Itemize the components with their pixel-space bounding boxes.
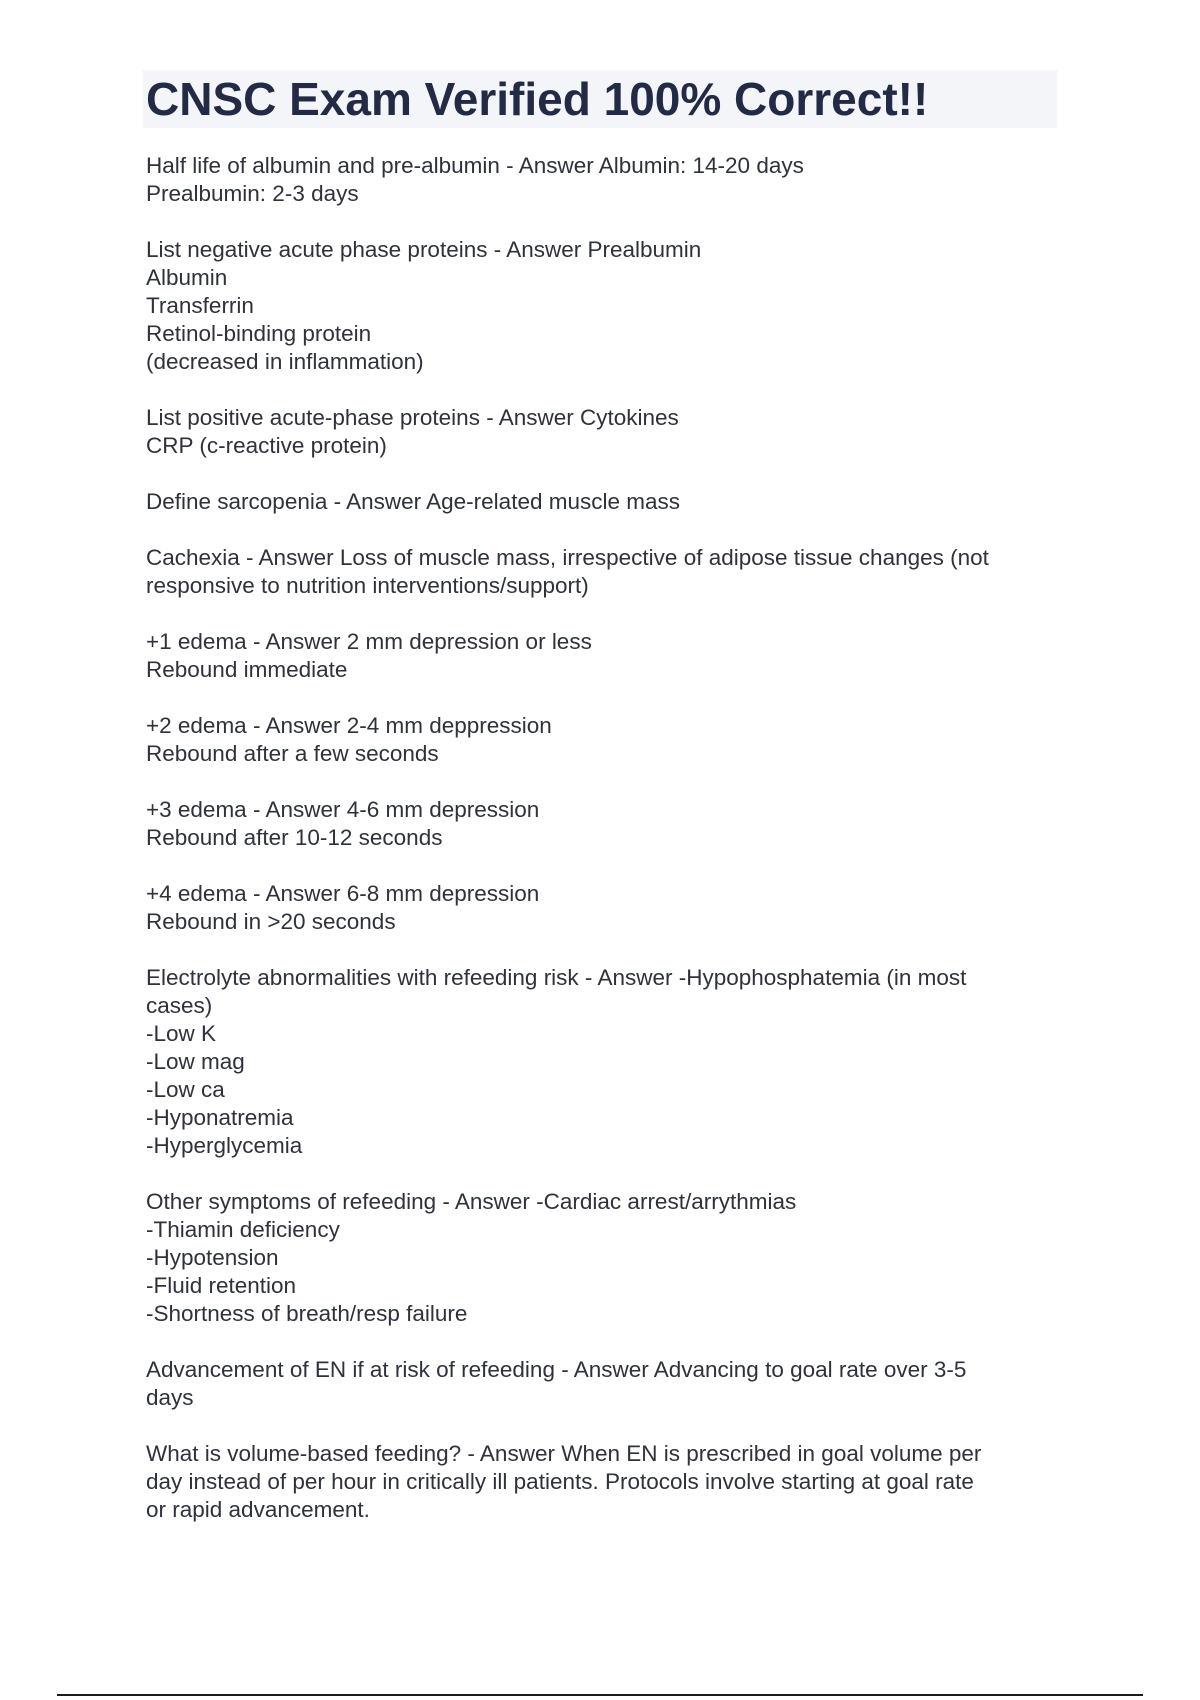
qa-line: List negative acute phase proteins - Answer Prealbumin [146, 237, 702, 262]
qa-line: day instead of per hour in critically ill patients. Protocols involve starting at goal rate [146, 1469, 974, 1494]
qa-line: CRP (c-reactive protein) [146, 433, 387, 458]
qa-line: days [146, 1385, 194, 1410]
page-bottom-rule [57, 1694, 1143, 1696]
qa-entry-edema-4 [146, 880, 1066, 936]
qa-line: +4 edema - Answer 6-8 mm depression [146, 881, 540, 906]
qa-line: responsive to nutrition interventions/support) [146, 573, 589, 598]
qa-line: -Hyponatremia [146, 1105, 294, 1130]
qa-line: Define sarcopenia - Answer Age-related muscle mass [146, 489, 681, 514]
qa-line: +3 edema - Answer 4-6 mm depression [146, 797, 540, 822]
qa-line: Albumin [146, 265, 228, 290]
qa-line: Cachexia - Answer Loss of muscle mass, irrespective of adipose tissue changes (not [146, 545, 989, 570]
qa-line: -Hypotension [146, 1245, 279, 1270]
qa-line: -Fluid retention [146, 1273, 297, 1298]
qa-line: -Low K [146, 1021, 217, 1046]
qa-entry-sarcopenia [146, 488, 1066, 516]
qa-line: +1 edema - Answer 2 mm depression or less [146, 629, 592, 654]
question-answer-list [146, 152, 1066, 1552]
qa-entry-edema-2 [146, 712, 1066, 768]
qa-entry-negative-acute-phase [146, 236, 1066, 376]
qa-entry-volume-based-feeding [146, 1440, 1066, 1524]
document-title: CNSC Exam Verified 100% Correct!! [146, 73, 929, 125]
qa-line: -Low ca [146, 1077, 225, 1102]
qa-line: -Low mag [146, 1049, 245, 1074]
qa-line: -Thiamin deficiency [146, 1217, 340, 1242]
qa-entry-electrolyte-refeeding [146, 964, 1066, 1160]
qa-line: Rebound after 10-12 seconds [146, 825, 443, 850]
qa-entry-edema-1 [146, 628, 1066, 684]
qa-line: List positive acute-phase proteins - Answer Cytokines [146, 405, 679, 430]
qa-entry-positive-acute-phase [146, 404, 1066, 460]
qa-line: -Shortness of breath/resp failure [146, 1301, 468, 1326]
qa-line: Advancement of EN if at risk of refeeding - Answer Advancing to goal rate over 3-5 [146, 1357, 967, 1382]
qa-line: Transferrin [146, 293, 254, 318]
qa-line: +2 edema - Answer 2-4 mm deppression [146, 713, 552, 738]
qa-line: Prealbumin: 2-3 days [146, 181, 359, 206]
qa-entry-albumin-half-life [146, 152, 1066, 208]
qa-line: Rebound immediate [146, 657, 348, 682]
qa-line: cases) [146, 993, 213, 1018]
qa-line: Half life of albumin and pre-albumin - Answer Albumin: 14-20 days [146, 153, 804, 178]
qa-line: (decreased in inflammation) [146, 349, 424, 374]
qa-entry-en-advancement [146, 1356, 1066, 1412]
qa-entry-cachexia [146, 544, 1066, 600]
qa-line: Rebound after a few seconds [146, 741, 439, 766]
qa-entry-edema-3 [146, 796, 1066, 852]
qa-line: Retinol-binding protein [146, 321, 372, 346]
qa-line: What is volume-based feeding? - Answer When EN is prescribed in goal volume per [146, 1441, 982, 1466]
qa-line: Other symptoms of refeeding - Answer -Cardiac arrest/arrythmias [146, 1189, 797, 1214]
qa-line: Electrolyte abnormalities with refeeding risk - Answer -Hypophosphatemia (in most [146, 965, 967, 990]
qa-line: or rapid advancement. [146, 1497, 370, 1522]
qa-line: -Hyperglycemia [146, 1133, 303, 1158]
qa-line: Rebound in >20 seconds [146, 909, 396, 934]
qa-entry-refeeding-symptoms [146, 1188, 1066, 1328]
